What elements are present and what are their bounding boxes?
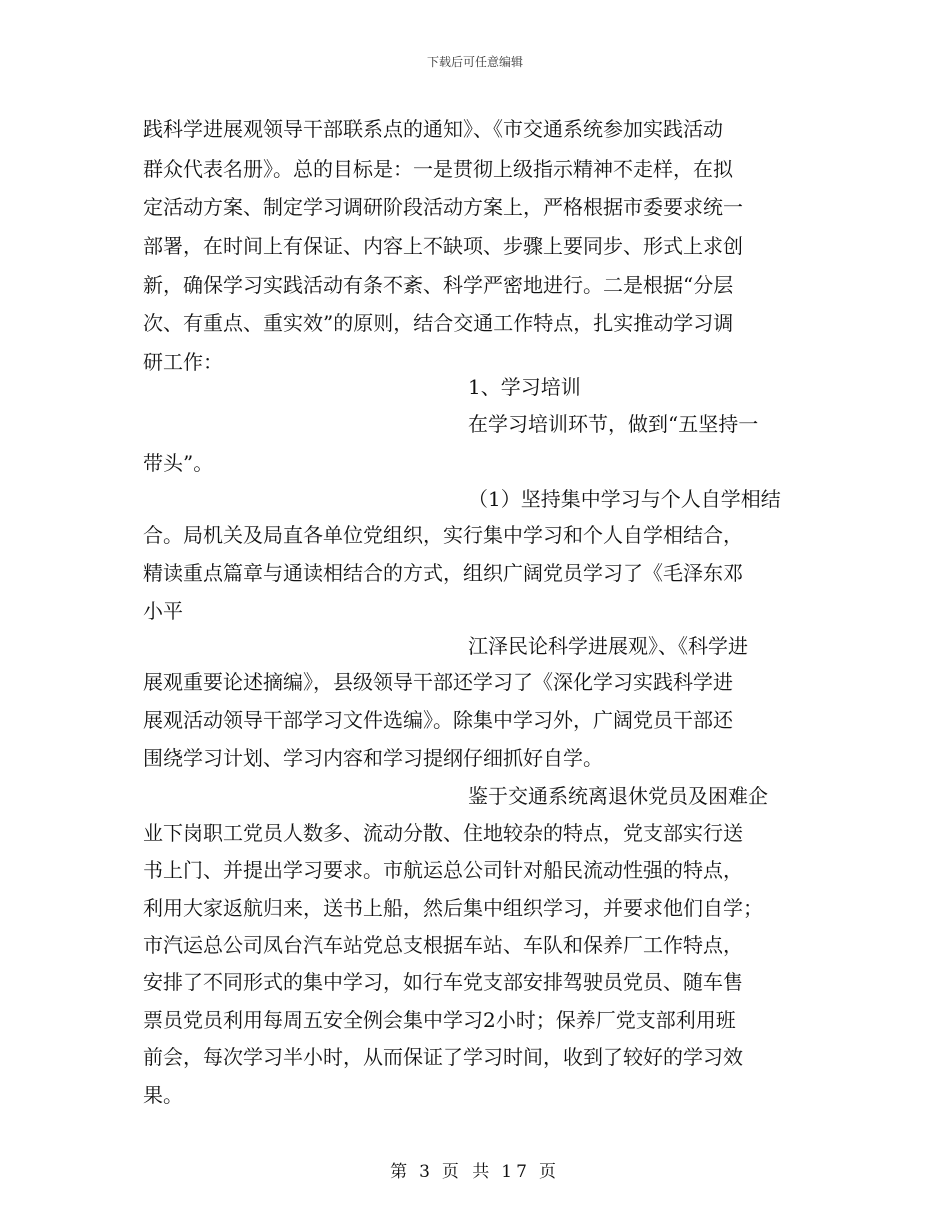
page-footer xyxy=(0,1157,950,1182)
text-line: 群众代表名册》。总的目标是：一是贯彻上级指示精神不走样，在拟 xyxy=(143,157,733,181)
text-line: 精读重点篇章与通读相结合的方式，组织广阔党员学习了《毛泽东邓 xyxy=(143,561,743,585)
text-line: 合。局机关及局直各单位党组织，实行集中学习和个人自学相结合， xyxy=(143,523,743,547)
text-line: 部署，在时间上有保证、内容上不缺项、步骤上要同步、形式上求创 xyxy=(143,234,743,258)
footer-prefix: 第 xyxy=(390,1162,412,1182)
page-total: 17 xyxy=(501,1162,531,1182)
text-line: 业下岗职工党员人数多、流动分散、住地较杂的特点，党支部实行送 xyxy=(143,821,743,845)
text-line: 江泽民论科学进展观》、《科学进 xyxy=(468,634,748,658)
text-line: 利用大家返航归来，送书上船，然后集中组织学习，并要求他们自学； xyxy=(143,896,763,920)
footer-suffix: 页 xyxy=(538,1162,560,1182)
text-line: 研工作： xyxy=(143,350,223,374)
text-line: 围绕学习计划、学习内容和学习提纲仔细抓好自学。 xyxy=(143,746,603,770)
page-header: 下载后可任意编辑 xyxy=(426,55,523,69)
text-line: （1）坚持集中学习与个人自学相结 xyxy=(468,487,781,511)
text-line: 展观重要论述摘编》，县级领导干部还学习了《深化学习实践科学进 xyxy=(143,670,733,694)
text-line: 定活动方案、制定学习调研阶段活动方案上，严格根据市委要求统一 xyxy=(143,195,743,219)
text-line: 前会，每次学习半小时，从而保证了学习时间，收到了较好的学习效 xyxy=(143,1045,743,1069)
text-line: 在学习培训环节，做到“五坚持一 xyxy=(468,412,759,436)
text-line: 展观活动领导干部学习文件选编》。除集中学习外，广阔党员干部还 xyxy=(143,708,733,732)
text-line: 次、有重点、重实效”的原则，结合交通工作特点，扎实推动学习调 xyxy=(143,311,734,335)
text-line: 市汽运总公司凤台汽车站党总支根据车站、车队和保养厂工作特点， xyxy=(143,933,743,957)
text-line: 小平 xyxy=(143,599,183,623)
text-line: 新，确保学习实践活动有条不紊、科学严密地进行。二是根据“分层 xyxy=(143,273,734,297)
footer-mid: 页 共 xyxy=(441,1162,494,1182)
text-line: 践科学进展观领导干部联系点的通知》、《市交通系统参加实践活动 xyxy=(143,117,723,141)
text-line: 票员党员利用每周五安全例会集中学习2小时；保养厂党支部利用班 xyxy=(143,1008,736,1032)
text-line: 鉴于交通系统离退休党员及困难企 xyxy=(468,784,768,808)
text-line: 果。 xyxy=(143,1083,183,1107)
text-line: 安排了不同形式的集中学习，如行车党支部安排驾驶员党员、随车售 xyxy=(143,970,743,994)
page-number: 3 xyxy=(419,1162,434,1182)
section-heading: 1、学习培训 xyxy=(468,375,581,399)
text-line: 书上门、并提出学习要求。市航运总公司针对船民流动性强的特点， xyxy=(143,858,743,882)
text-line: 带头”。 xyxy=(143,451,214,475)
